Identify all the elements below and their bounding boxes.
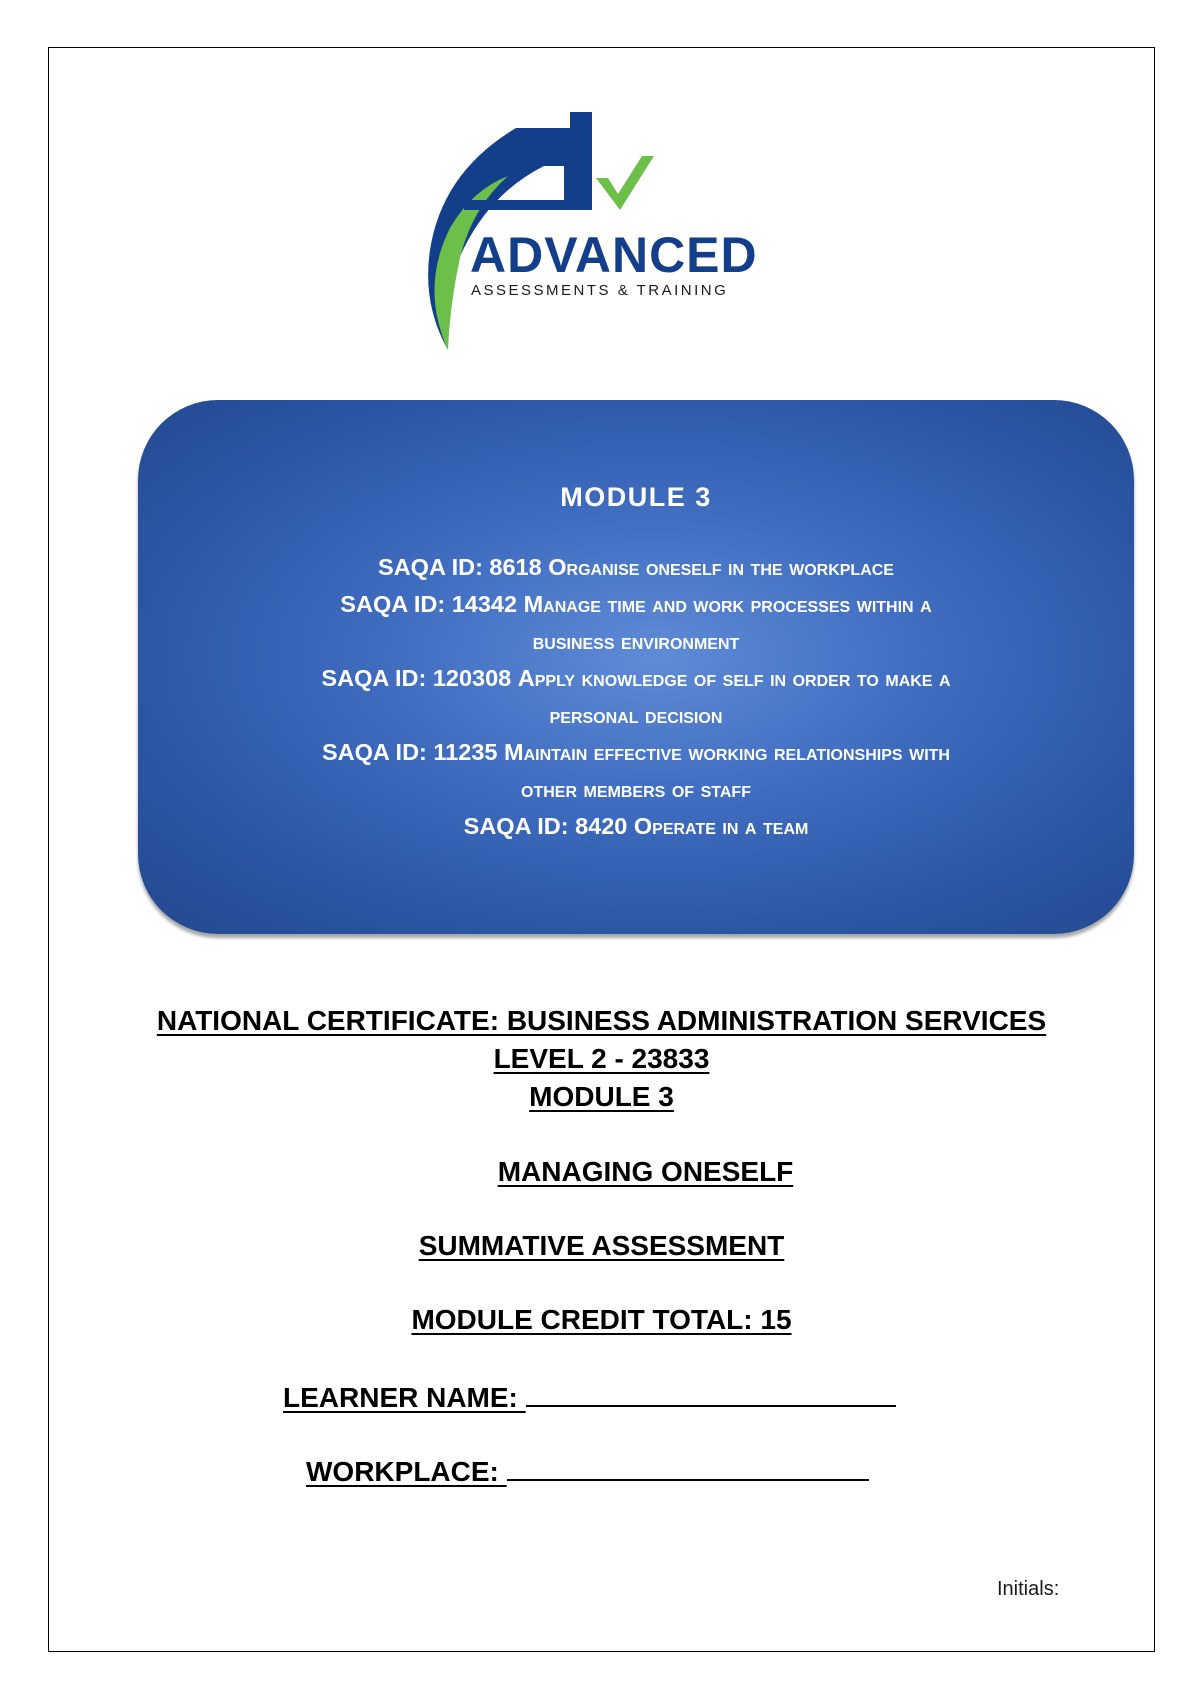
saqa-text: Apply knowledge of self in order to make a <box>517 665 951 691</box>
saqa-line-7 <box>138 771 1134 808</box>
saqa-id: SAQA ID: 8420 <box>463 813 628 839</box>
saqa-id: SAQA ID: 120308 <box>321 665 512 691</box>
certificate-module: MODULE 3 <box>529 1081 674 1112</box>
saqa-line-1 <box>138 549 1134 586</box>
saqa-line-2 <box>138 586 1134 623</box>
saqa-text: other members of staff <box>521 776 751 802</box>
module-topic-heading: MANAGING ONESELF <box>497 1156 794 1187</box>
learner-name-input-line[interactable] <box>526 1375 896 1407</box>
logo-tagline: ASSESSMENTS & TRAINING <box>471 282 729 299</box>
saqa-line-6 <box>138 734 1134 771</box>
workplace-input-line[interactable] <box>507 1449 869 1481</box>
saqa-id: SAQA ID: 14342 <box>340 591 518 617</box>
saqa-text: business environment <box>532 628 740 654</box>
saqa-id: SAQA ID: 8618 <box>378 554 542 580</box>
company-logo <box>420 108 800 354</box>
learner-name-label: LEARNER NAME: <box>283 1382 518 1413</box>
learner-name-field <box>283 1375 896 1417</box>
saqa-id: SAQA ID: 11235 <box>322 739 498 765</box>
module-box-title: MODULE 3 <box>560 482 712 512</box>
certificate-level: LEVEL 2 - 23833 <box>493 1043 710 1074</box>
saqa-line-5 <box>138 697 1134 734</box>
saqa-text: Organise oneself in the workplace <box>548 554 894 580</box>
credit-total-heading: MODULE CREDIT TOTAL: 15 <box>411 1304 792 1335</box>
initials-label: Initials: <box>997 1578 1060 1600</box>
saqa-text: Operate in a team <box>633 813 809 839</box>
saqa-line-8 <box>138 808 1134 845</box>
workplace-field <box>306 1449 869 1491</box>
saqa-line-3 <box>138 623 1134 660</box>
saqa-text: Maintain effective working relationships with <box>504 739 950 765</box>
saqa-line-4 <box>138 660 1134 697</box>
module-info-box <box>138 400 1134 934</box>
workplace-label: WORKPLACE: <box>306 1456 499 1487</box>
assessment-type-heading: SUMMATIVE ASSESSMENT <box>418 1230 785 1261</box>
logo-name: ADVANCED <box>470 227 758 283</box>
certificate-title: NATIONAL CERTIFICATE: BUSINESS ADMINISTRATION SERVICES <box>156 1005 1047 1036</box>
saqa-text: personal decision <box>549 702 723 728</box>
saqa-text: Manage time and work processes within a <box>523 591 932 617</box>
